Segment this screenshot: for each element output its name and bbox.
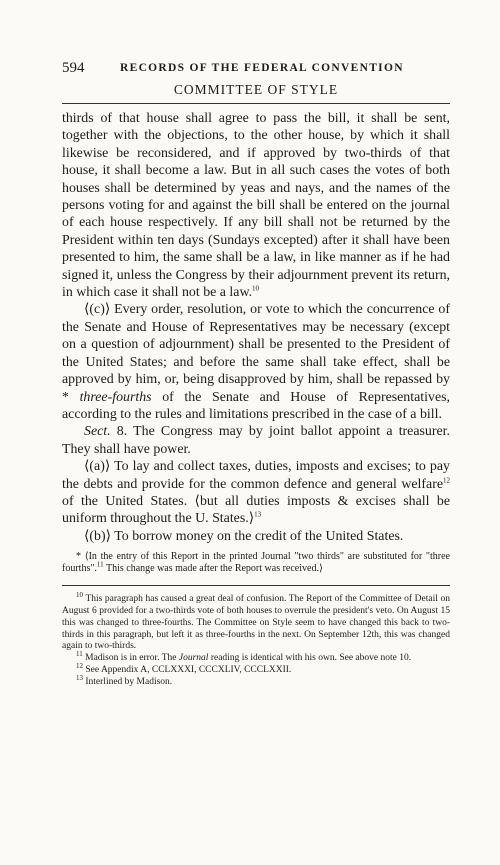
- footnote-12: [62, 661, 450, 677]
- footnote-text: This paragraph has caused a great deal of confusion. The Report of the Committee of Detail on August 6 provided for a two-thirds vote of both houses to overrule the president's veto. On August 15 this was changed to three-fourths. The Committee on Style seem to have changed this back to two-thirds in this paragraph, but left it as three-fourths in the next. On September 12th, this was changed again to two-thirds.: [62, 594, 450, 652]
- footnote-ref: 10: [252, 284, 260, 293]
- paragraph-text: 8. The Congress may by joint ballot appoint a treasurer. They shall have power.: [62, 424, 450, 457]
- paragraph-taxes: [62, 458, 450, 528]
- star-marker: *: [62, 389, 80, 405]
- star-note-text: This change was made after the Report was received.⟩: [103, 563, 323, 575]
- footnote-number: 13: [76, 673, 83, 682]
- footnote-ref: 11: [96, 560, 104, 569]
- footnote-13: [62, 673, 450, 689]
- italic-term: Journal: [178, 653, 209, 664]
- paragraph-text: ⟨(c)⟩ Every order, resolution, or vote to which the concurrence of the Senate and House of Representatives may be necessary (except on a question of adjournment) shall be presented to the President of the United States; and before the same shall take effect, shall be approved by him, or, being disapproved by him, shall be repassed by: [62, 302, 450, 388]
- page-number: 594: [62, 60, 85, 76]
- footnote-number: 10: [76, 591, 83, 599]
- footnote-number: 11: [76, 649, 83, 658]
- footnote-text: reading is identical with his own. See above note 10.: [208, 653, 412, 664]
- footnote-text: See Appendix A, CCLXXXI, CCCXLIV, CCCLXXII.: [85, 664, 292, 675]
- footnote-text: Madison is in error. The: [85, 653, 179, 664]
- paragraph-text: ⟨(a)⟩ To lay and collect taxes, duties, imposts and excises; to pay the debts and provide for the common defence and general welfare: [62, 459, 450, 492]
- paragraph-text: of the Senate and House of Representatives, according to the rules and limitations prescribed in the case of a bill.: [62, 389, 450, 422]
- sect-label: Sect.: [84, 424, 111, 440]
- book-page: [62, 58, 450, 689]
- paragraph-veto-continuation: [62, 110, 450, 301]
- star-note-text: * ⟨In the entry of this Report in the printed Journal "two thirds" are substituted for "three fourths".: [62, 551, 450, 575]
- running-head: [62, 58, 450, 78]
- paragraph-section-8: [62, 423, 450, 458]
- paragraph-orders-resolutions: [62, 301, 450, 423]
- star-note: [62, 551, 450, 575]
- paragraph-borrow-money: [62, 528, 450, 545]
- footnote-number: 12: [76, 661, 83, 670]
- footnotes: [62, 591, 450, 688]
- italic-term: three-fourths: [79, 389, 152, 405]
- header-rule: [62, 103, 450, 104]
- footnote-rule: [62, 585, 450, 586]
- running-title: RECORDS OF THE FEDERAL CONVENTION: [120, 62, 404, 74]
- footnote-11: [62, 649, 450, 665]
- footnote-10: [62, 591, 450, 653]
- paragraph-text: of the United States. ⟨but all duties imposts & excises shall be uniform throughout the U. States.⟩: [62, 493, 450, 527]
- paragraph-text: thirds of that house shall agree to pass the bill, it shall be sent, together with the objections, to the other house, by which it shall likewise be reconsidered, and if approved by two-thirds of that house, it shall become a law. But in all such cases the votes of both houses shall be determined by yeas and nays, and the names of the persons voting for and against the bill shall be entered on the journal of each house respectively. If any bill shall not be returned by the President within ten days (Sundays excepted) after it shall have been presented to him, the same shall be a law, in like manner as if he had signed it, unless the Congress by their adjournment prevent its return, in which case it shall not be a law.: [62, 111, 450, 301]
- paragraph-text: ⟨(b)⟩ To borrow money on the credit of the United States.: [84, 528, 404, 544]
- footnote-text: Interlined by Madison.: [85, 676, 173, 687]
- footnote-ref: 13: [254, 510, 262, 519]
- footnote-ref: 12: [443, 475, 450, 484]
- section-title: COMMITTEE OF STYLE: [173, 82, 339, 97]
